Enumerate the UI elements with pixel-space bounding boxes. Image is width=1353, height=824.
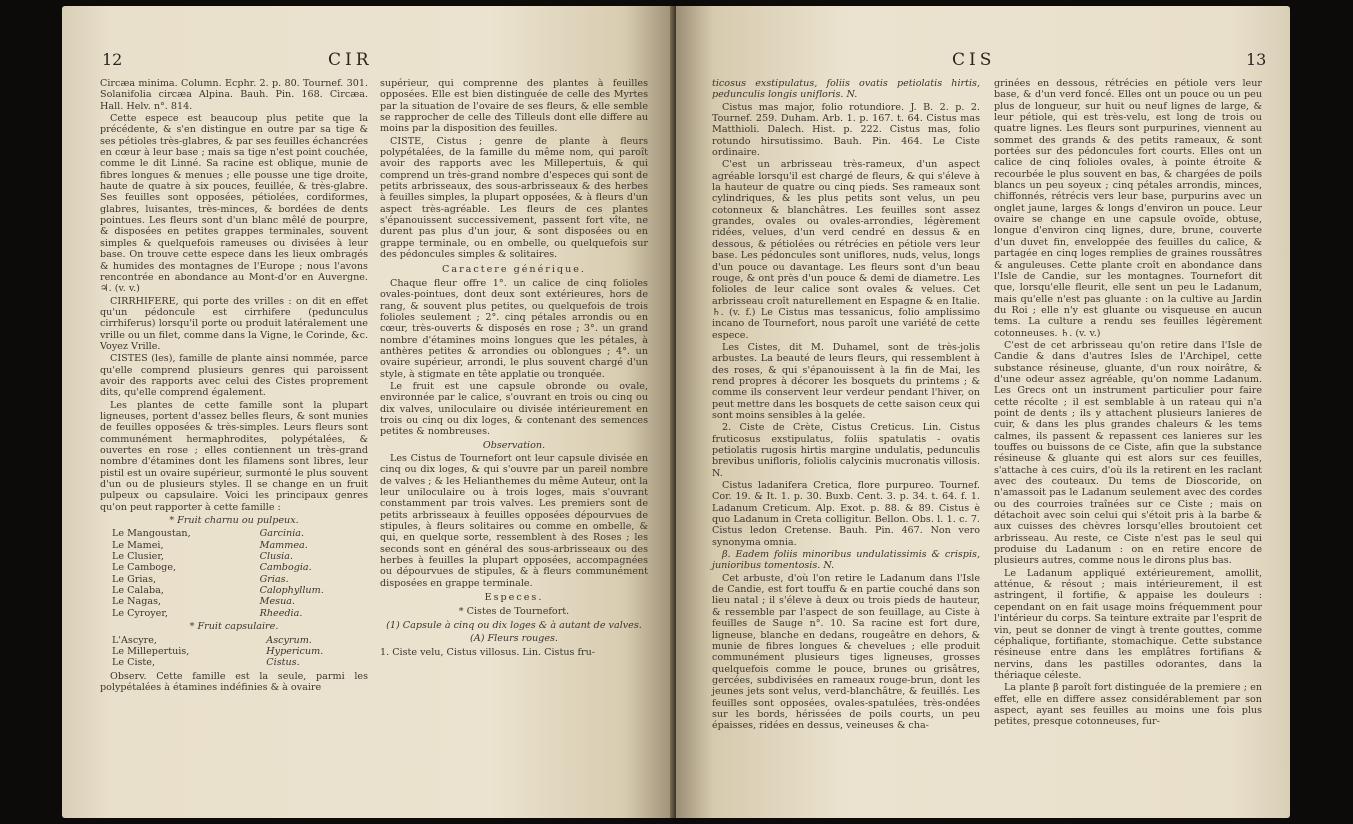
subheading: (1) Capsule à cinq ou dix loges & à autant de valves. <box>386 619 642 631</box>
paragraph: Les Cistes, dit M. Duhamel, sont de très-jolis arbustes. La beauté de leurs fleurs, qui ressemblent à des roses, & qui s'épanouissent à la fin de Mai, les rend propres à décorer les bosquets du printems ; & comme ils conservent leur verdeur pendant l'hiver, on peut mettre dans les bosquets de cette saison ceux qui sont moins sensibles à la gelée. <box>712 341 980 421</box>
genus-latin: Cistus. <box>266 657 300 669</box>
genera-list-capsulaire <box>112 635 380 669</box>
genus-latin: Ascyrum. <box>266 634 312 646</box>
left-page-number: 12 <box>102 50 123 69</box>
genus-latin: Mammea. <box>259 539 308 551</box>
list-item <box>112 646 380 657</box>
paragraph: Observ. Cette famille est la seule, parmi les polypétalées à étamines indéfinies & à ovaire <box>100 670 368 693</box>
paragraph: ticosus exstipulatus, foliis ovatis petiolatis hirtis, pedunculis longis unifloris. N. <box>712 78 980 101</box>
genus-french: Le Calaba, <box>112 585 164 597</box>
list-item <box>112 540 380 551</box>
genus-latin: Grias. <box>259 573 289 585</box>
list-item <box>112 551 380 562</box>
subheading: * Fruit capsulaire. <box>189 621 279 633</box>
paragraph: 1. Ciste velu, Cistus villosus. Lin. Cistus fru- <box>380 646 596 658</box>
paragraph: supérieur, qui comprenne des plantes à feuilles opposées. Elle est bien distinguée de celle des Myrtes par la situation de l'ovaire de ses fleurs, & elle semble se rapprocher de celle des Tilleuls dont elle differe au moins par la disposition des feuilles. <box>380 78 648 135</box>
genus-french: L'Ascyre, <box>112 634 157 646</box>
subheading: (A) Fleurs rouges. <box>470 633 558 645</box>
list-item <box>112 585 380 596</box>
right-page-number: 13 <box>1246 50 1267 69</box>
open-book <box>62 6 1290 818</box>
genus-french: Le Millepertuis, <box>112 645 190 657</box>
list-item <box>112 657 380 668</box>
right-page <box>676 6 1290 818</box>
paragraph: 2. Ciste de Crète, Cistus Creticus. Lin. Cistus fruticosus exstipulatus, foliis spatulatis - ovatis petiolatis rugosis hirtis margine undulatis, pedunculis brevibus unifloris, foliolis calycinis mucronatis villosis. N. <box>712 422 980 479</box>
section-heading: Especes. <box>484 592 544 604</box>
paragraph: Les plantes de cette famille sont la plupart ligneuses, portent d'assez belles fleurs, & sont munies de feuilles opposées & très-simples. Leurs fleurs sont communément hermaphrodites, polypétalées, & ouvertes en rose ; elles contiennent un très-grand nombre d'étamines dont les filamens sont libres, leur pistil est un ovaire supérieur, surmonté le plus souvent d'un ou de plusieurs styles. Il se change en un fruit pulpeux ou capsulaire. Voici les principaux genres qu'on peut rapporter à cette famille : <box>100 399 368 513</box>
paragraph: Cistus ladanifera Cretica, flore purpureo. Tournef. Cor. 19. & It. 1. p. 30. Buxb. Cent. 3. p. 34. t. 64. f. 1. Ladanum Creticum. Alp. Exot. p. 88. & 89. Cistus è quo Ladanum in Creta colligitur. Bellon. Obs. l. 1. c. 7. Cistus ledon Cretense. Bauh. Pin. 467. Non vero synonyma omnia. <box>712 480 980 548</box>
left-running-head: CIR <box>328 50 373 70</box>
genus-french: Le Ciste, <box>112 657 156 669</box>
genus-latin: Cambogia. <box>259 562 312 574</box>
paragraph: C'est de cet arbrisseau qu'on retire dans l'Isle de Candie & dans d'autres Isles de l'Archipel, cette substance résineuse, gluante, d'un roux noirâtre, & d'une odeur assez agréable, qu'on nomme Ladanum. Les Grecs ont un instrument particulier pour faire cette récolte ; il est semblable à un rateau qui n'a point de dents ; ils y attachent plusieurs lanieres de cuir, & dans les plus grandes chaleurs & les tems calmes, ils passent & repassent ces lanieres sur les touffes ou buissons de ce Ciste, afin que la substance résineuse & gluante qui est alors sur ces feuilles, s'attache à ces cuirs, d'où ils la retirent en les raclant avec des couteaux. Du tems de Dioscoride, on n'amassoit pas le Ladanum seulement avec des cordes ou des courroies traînées sur ce Ciste ; mais on détachoit avec soin celui qui s'étoit pris à la barbe & aux cuisses des chèvres lorsqu'elles broutoient cet arbrisseau. Au reste, ce Ciste n'est pas le seul qui produise du Ladanum : on en retire encore de plusieurs autres, comme nous le dirons plus bas. <box>994 339 1262 567</box>
list-item <box>112 528 380 539</box>
genus-latin: Hypericum. <box>266 645 324 657</box>
list-item <box>112 574 380 585</box>
paragraph: C'est un arbrisseau très-rameux, d'un aspect agréable lorsqu'il est chargé de fleurs, & qui s'éleve à la hauteur de quatre ou cinq pieds. Ses rameaux sont cylindriques, & les plus petits sont velus, un peu cotonneux & blanchâtres. Les feuilles sont assez grandes, ovales ou ovales-arrondies, légèrement ridées, velues, d'un verd cendré en dessus & en dessous, & pétiolées ou rétrécies en pétiole vers leur base. Les pédoncules sont uniflores, nuds, velus, longs d'un pouce ou davantage. Les fleurs sont d'un beau rouge, & ont près d'un pouce & demi de diametre. Les folioles de leur calice sont ovales & velues. Cet arbrisseau croît naturellement en Espagne & en Italie. ♄. (v. f.) Le Cistus mas tessanicus, folio amplissimo incano de Tournefort, nous paroît une variété de cette espece. <box>712 159 980 341</box>
paragraph: Cistus mas major, folio rotundiore. J. B. 2. p. 2. Tournef. 259. Duham. Arb. 1. p. 167. t. 64. Cistus mas Matthioli. Dalech. Hist. p. 222. Cistus mas, folio rotundo hirsutissimo. Bauh. Pin. 464. Le Ciste ordinaire. <box>712 101 980 159</box>
paragraph: CISTE, Cistus ; genre de plante à fleurs polypétalées, de la famille du même nom, qui paroît avoir des rapports avec les Millepertuis, & qui comprend un très-grand nombre d'especes qui sont de petits arbrisseaux, des sous-arbrisseaux & des herbes à feuilles simples, la plupart opposées, & à fleurs d'un aspect très-agréable. Les fleurs de ces plantes s'épanouissent successivement, passent fort vîte, ne durent pas plus d'un jour, & sont disposées ou en grappe terminale, ou en ombelle, ou quelquefois sur des pédoncules simples & solitaires. <box>380 135 648 261</box>
paragraph: Les Cistus de Tournefort ont leur capsule divisée en cinq ou dix loges, & qui s'ouvre par un pareil nombre de valves ; & les Helianthemes du même Auteur, ont la leur uniloculaire ou à trois loges, mais s'ouvrant constamment par trois valves. Les premiers sont de petits arbrisseaux à feuilles opposées dépourvues de stipules, à fleurs solitaires ou comme en ombelle, & qui, en quelque sorte, ressemblent à des Roses ; les seconds sont en général des sous-arbrisseaux ou des herbes à feuilles la plupart opposées, accompagnées ou dépourvues de stipules, & à fleurs communément disposées en grappe terminale. <box>380 453 648 589</box>
left-column-2 <box>380 78 648 659</box>
genera-list-pulpeux <box>112 528 380 619</box>
list-item <box>112 635 380 646</box>
paragraph: Chaque fleur offre 1°. un calice de cinq folioles ovales-pointues, dont deux sont extérieures, hors de rang, & souvent plus petites, ou quelquefois de trois folioles seulement ; 2°. cinq pétales arrondis ou en cœur, très-ouverts & disposés en rose ; 3°. un grand nombre d'étamines moins longues que les pétales, à anthères petites & arrondies ou oblongues ; 4°. un ovaire supérieur, arrondi, le plus souvent chargé d'un style, à stigmate en tête applatie ou tronquée. <box>380 277 648 380</box>
subheading: * Fruit charnu ou pulpeux. <box>169 515 299 527</box>
genus-latin: Clusia. <box>259 551 293 563</box>
list-item <box>112 562 380 573</box>
left-page <box>62 6 674 818</box>
paragraph: CIRRHIFERE, qui porte des vrilles : on dit en effet qu'un pédoncule est cirrhifere (pedunculus cirrhiferus) lorsqu'il porte ou produit latéralement une vrille ou un filet, comme dans la Vigne, le Corinde, &c. Voyez Vrille. <box>100 295 368 352</box>
paragraph: Le Ladanum appliqué extérieurement, amollit, atténue, & résout ; mais intérieurement, il est astringent, il fortifie, & appaise les douleurs : cependant on en fait usage moins fréquemment pour l'intérieur du corps. Sa teinture extraite par l'esprit de vin, peut se donner de vingt à trente gouttes, comme céphalique, fortifiante, stomachique. Cette substance résineuse entre dans les emplâtres fortifians & nervins, dans les pastilles odorantes, dans la thériaque céleste. <box>994 567 1262 681</box>
list-item <box>112 608 380 619</box>
genus-french: Le Grias, <box>112 573 157 585</box>
genus-latin: Garcinia. <box>259 528 305 540</box>
genus-french: Le Mangoustan, <box>112 528 191 540</box>
paragraph: CISTES (les), famille de plante ainsi nommée, parce qu'elle comprend plusieurs genres qui paroissent avoir des rapports avec celui des Cistes proprement dits, qu'elle comprend également. <box>100 353 368 399</box>
genus-latin: Mesua. <box>259 596 296 608</box>
genus-french: Le Camboge, <box>112 562 177 574</box>
section-heading: Observation. <box>482 439 546 451</box>
genus-french: Le Cyroyer, <box>112 607 168 619</box>
genus-french: Le Clusier, <box>112 551 164 563</box>
right-running-head: CIS <box>952 50 996 70</box>
left-column-1 <box>100 78 368 694</box>
genus-latin: Calophyllum. <box>259 585 324 597</box>
genus-french: Le Mamei, <box>112 539 164 551</box>
paragraph: grinées en dessous, rétrécies en pétiole vers leur base, & d'un verd foncé. Elles ont un pouce ou un peu plus de longueur, sur huit ou neuf lignes de large, & leur pétiole, qui est très-velu, est long de trois ou quatre lignes. Les fleurs sont purpurines, viennent au sommet des grands & des petits rameaux, & sont portées sur des pédoncules fort courts. Elles ont un calice de cinq folioles ovales, à pointe étroite & recourbée le plus souvent en bas, & chargées de poils blancs un peu soyeux ; cinq pétales arrondis, minces, chiffonnés, rétrécis vers leur base, purpurins avec un onglet jaune, larges & longs d'environ un pouce. Leur ovaire se change en une capsule ovoïde, obtuse, longue d'environ cinq lignes, dure, brune, couverte d'un duvet fin, enveloppée des feuilles du calice, & partagée en cinq loges remplies de graines roussâtres & anguleuses. Cette plante croît en abondance dans l'Isle de Candie, sur les montagnes. Tournefort dit que, lorsqu'elle fleurit, elle sent un peu le Ladanum, mais qu'elle n'est pas gluante : on la cultive au Jardin du Roi ; elle n'y est gluante ou visqueuse en aucun tems. La culture a rendu ses feuilles légèrement cotonneuses. ♄. (v. v.) <box>994 78 1262 339</box>
list-item <box>112 596 380 607</box>
right-column-2 <box>994 78 1262 729</box>
genus-latin: Rheedia. <box>259 607 303 619</box>
genus-french: Le Nagas, <box>112 596 162 608</box>
paragraph: Cet arbuste, d'où l'on retire le Ladanum dans l'Isle de Candie, est fort touffu & en partie couché dans son lieu natal ; il s'éleve à deux ou trois pieds de hauteur, & ressemble par l'aspect de son feuillage, au Ciste à feuilles de Sauge n°. 10. Sa racine est fort dure, ligneuse, blanche en dedans, rougeâtre en dehors, & munie de fibres longues & chevelues ; elle produit communément plusieurs tiges ligneuses, grosses quelquefois comme le pouce, brunes ou grisâtres, gercées, subdivisées en rameaux rouge-brun, dont les jeunes jets sont velus, verd-blanchâtre, & feuillés. Les feuilles sont opposées, ovales-spatulées, très-ondées sur les bords, hérissées de poils courts, un peu épaisses, ridées en dessus, veineuses & cha- <box>712 572 980 732</box>
right-column-1 <box>712 78 980 733</box>
subheading: * Cistes de Tournefort. <box>458 606 570 618</box>
section-heading: Caractere générique. <box>442 263 586 275</box>
paragraph: Circæa minima. Column. Ecphr. 2. p. 80. Tournef. 301. Solanifolia circæa Alpina. Bauh. Pin. 168. Circæa. Hall. Helv. n°. 814. <box>100 78 368 112</box>
paragraph: La plante β paroît fort distinguée de la premiere ; en effet, elle en differe assez considérablement par son aspect, ayant ses feuilles au moins une fois plus petites, presque cotonneuses, fur- <box>994 682 1262 728</box>
paragraph: β. Eadem foliis minoribus undulatissimis & crispis, junioribus tomentosis. N. <box>712 549 980 572</box>
paragraph: Le fruit est une capsule obronde ou ovale, environnée par le calice, s'ouvrant en trois ou cinq ou dix valves, uniloculaire ou divisée intérieurement en trois ou cinq ou dix loges, & contenant des semences petites & nombreuses. <box>380 380 648 438</box>
paragraph: Cette espece est beaucoup plus petite que la précédente, & s'en distingue en outre par sa tige & ses pétioles très-glabres, & par ses feuilles échancrées en cœur à leur base ; mais sa tige n'est point couchée, comme le dit Linné. Sa racine est oblique, munie de fibres longues & menues ; elle pousse une tige droite, haute de quatre à six pouces, feuillée, & très-glabre. Ses feuilles sont opposées, pétiolées, cordiformes, glabres, luisantes, très-minces, & bordées de dents pointues. Les fleurs sont d'un blanc mêlé de pourpre, & disposées en petites grappes terminales, souvent simples & quelquefois rameuses ou divisées à leur base. On trouve cette espece dans les lieux ombragés & humides des montagnes de l'Europe ; nous l'avons rencontrée en abondance au Mont-d'or en Auvergne. ♃. (v. v.) <box>100 113 368 295</box>
